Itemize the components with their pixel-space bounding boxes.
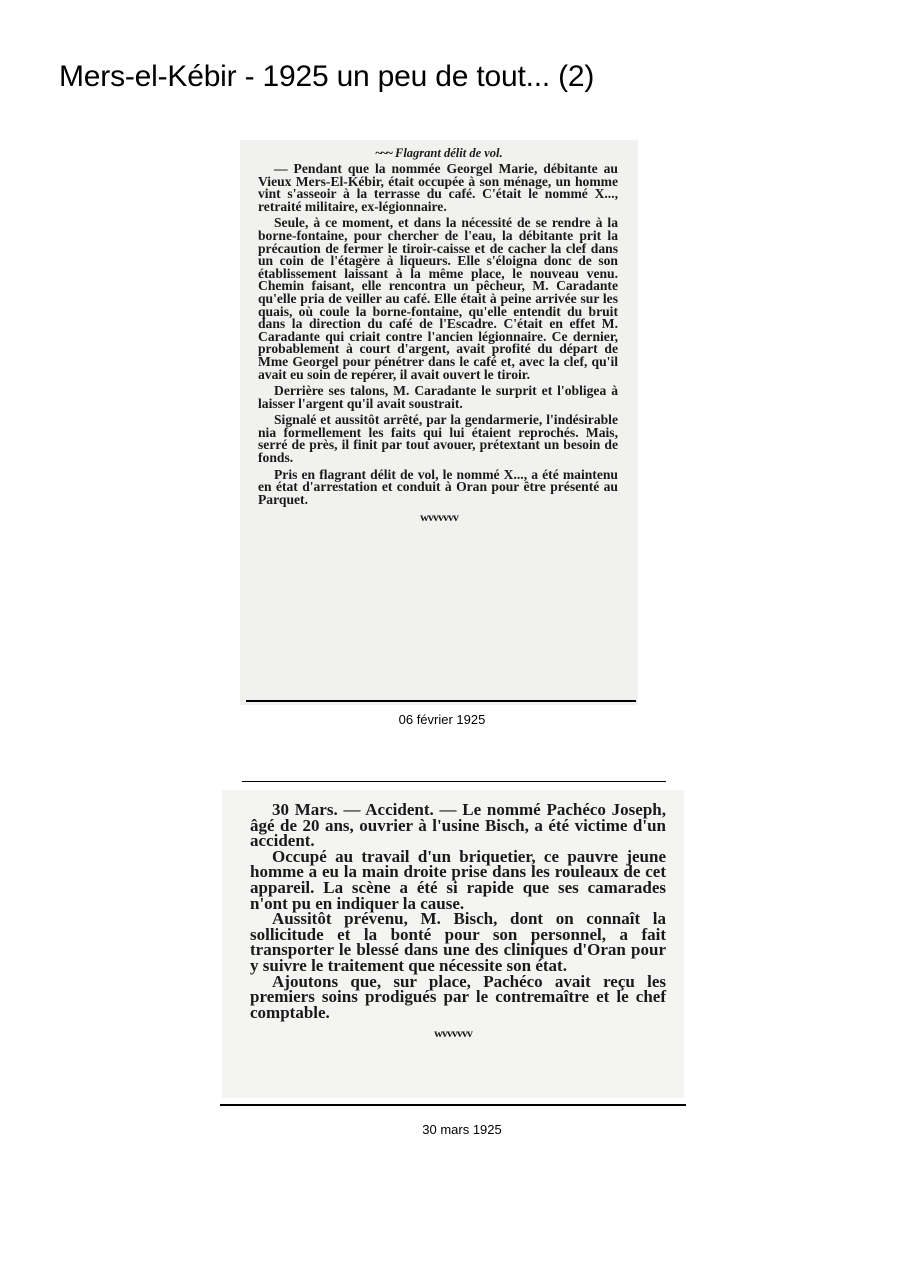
page-title: Mers-el-Kébir - 1925 un peu de tout... (2) (59, 60, 595, 93)
clipping-heading (240, 146, 638, 161)
newspaper-clipping-1 (240, 140, 638, 705)
end-ornament: wvvvvvv (420, 510, 458, 525)
clipping-paragraph: — Pendant que la nommée Georgel Marie, débitante au Vieux Mers-El-Kébir, était occupée à son ménage, un homme vint s'asseoir à la terrasse du café. C'était le nommé X..., retraité militaire, ex-légionnaire. (258, 161, 618, 214)
clipping-paragraph: Pris en flagrant délit de vol, le nommé X..., a été maintenu en état d'arrestation et conduit à Oran pour être présenté au Parquet. (258, 466, 618, 507)
divider-line (242, 781, 666, 782)
clipping-paragraph: Ajoutons que, sur place, Pachéco avait reçu les premiers soins prodigués par le contremaître et le chef comptable. (250, 971, 666, 1022)
clipping-paragraph: Occupé au travail d'un briquetier, ce pauvre jeune homme a eu la main droite prise dans les rouleaux de cet appareil. La scène a été si rapide que ses camarades n'ont pu en indiquer la cause. (250, 846, 666, 913)
ornament-tilde: ~~~ (375, 146, 392, 160)
divider-line (220, 1104, 686, 1106)
clipping-paragraph: 30 Mars. — Accident. — Le nommé Pachéco Joseph, âgé de 20 ans, ouvrier à l'usine Bisch, a été victime d'un accident. (250, 800, 666, 851)
clipping-date-caption: 30 mars 1925 (422, 1122, 502, 1137)
end-ornament: wvvvvvv (434, 1026, 472, 1041)
clipping-heading-text: Flagrant délit de vol. (395, 146, 503, 160)
newspaper-clipping-2 (222, 790, 684, 1098)
divider-line (246, 700, 636, 702)
clipping-paragraph: Signalé et aussitôt arrêté, par la gendarmerie, l'indésirable nia formellement les faits qui lui étaient reprochés. Mais, serré de près, il finit par tout avouer, prétextant un besoin de fonds. (258, 412, 618, 466)
clipping-paragraph: Aussitôt prévenu, M. Bisch, dont on connaît la sollicitude et la bonté pour son personnel, a fait transporter le blessé dans une des cliniques d'Oran pour y suivre le traitement que nécessite son état. (250, 909, 666, 975)
clipping-date-caption: 06 février 1925 (398, 712, 486, 727)
clipping-paragraph: Seule, à ce moment, et dans la nécessité de se rendre à la borne-fontaine, pour chercher de l'eau, la débitante prit la précaution de fermer le tiroir-caisse et de cacher la clef dans un coin de l'étagère à liqueurs. Elle s'éloigna donc de son établissement laissant à la même place, le nouveau venu. Chemin faisant, elle rencontra un pêcheur, M. Caradante qu'elle pria de veiller au café. Elle était à peine arrivée sur les quais, où coule la borne-fontaine, qu'elle entendit du bruit dans la direction du café de l'Escadre. C'était en effet M. Caradante qui criait contre l'ancien légionnaire. Ce dernier, probablement à court d'argent, avait profité du départ de Mme Georgel pour pénétrer dans le café et, avec la clef, qu'il avait eu soin de repérer, il avait ouvert le tiroir. (258, 215, 618, 382)
clipping-paragraph: Derrière ses talons, M. Caradante le surprit et l'obligea à laisser l'argent qu'il avait soustrait. (258, 383, 618, 411)
